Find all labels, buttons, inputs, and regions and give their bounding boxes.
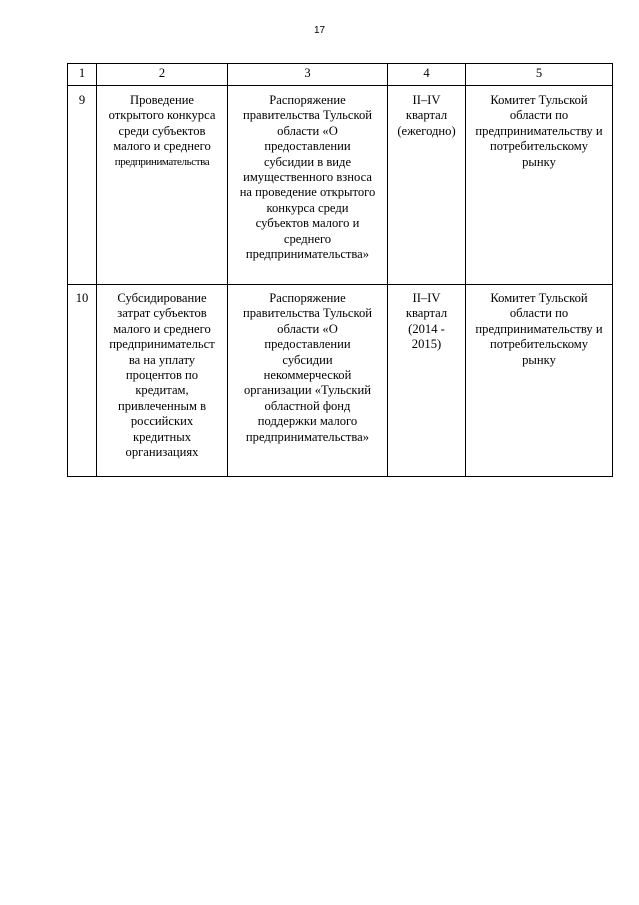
cell-line: правительства Тульской — [243, 108, 372, 123]
cell-line: предпринимательст — [109, 337, 215, 352]
deadline-cell — [388, 285, 466, 477]
responsible-cell — [466, 285, 613, 477]
responsible-cell — [466, 86, 613, 285]
header-cell: 2 — [97, 64, 228, 86]
cell-line: областной фонд — [264, 398, 351, 413]
cell-line: Проведение — [129, 93, 195, 107]
cell-line: некоммерческой — [263, 368, 352, 383]
cell-line: предпринимательства — [114, 155, 210, 168]
legal-act-cell — [228, 285, 388, 477]
row-number: 9 — [68, 86, 97, 285]
cell-line: российских — [130, 414, 194, 429]
cell-line: области по — [509, 108, 569, 123]
cell-line: конкурса среди — [266, 200, 349, 215]
cell-line: области по — [509, 306, 569, 321]
cell-line: Распоряжение — [269, 93, 346, 107]
cell-line: потребительскому — [489, 139, 589, 154]
cell-line: процентов по — [125, 368, 199, 383]
event-name-cell — [97, 285, 228, 477]
deadline-cell — [388, 86, 466, 285]
cell-line: Комитет Тульской — [490, 291, 588, 305]
cell-line: ва на уплату — [128, 352, 196, 367]
cell-line: квартал — [405, 108, 448, 123]
document-table — [67, 63, 613, 477]
cell-line: малого и среднего — [113, 139, 211, 154]
table-header-row — [68, 64, 613, 86]
cell-line: предоставлении — [264, 139, 351, 154]
cell-line: среднего — [283, 231, 332, 246]
cell-line: области «О — [277, 123, 338, 138]
legal-act-cell — [228, 86, 388, 285]
header-cell: 5 — [466, 64, 613, 86]
cell-line: рынку — [522, 154, 556, 169]
cell-line: имущественного взноса — [243, 170, 372, 185]
cell-line: предпринимательства» — [245, 247, 370, 262]
cell-line: затрат субъектов — [117, 306, 207, 321]
cell-line: поддержки малого — [257, 414, 358, 429]
cell-line: Распоряжение — [269, 291, 346, 305]
header-cell: 4 — [388, 64, 466, 86]
cell-line: II–IV — [412, 291, 441, 305]
cell-line: рынку — [522, 352, 556, 367]
cell-line: предоставлении — [264, 337, 351, 352]
cell-line: среди субъектов — [118, 123, 206, 138]
cell-line: предпринимательству и — [475, 321, 603, 336]
cell-line: кредитам, — [135, 383, 189, 398]
cell-line: привлеченным в — [117, 398, 207, 413]
cell-line: потребительскому — [489, 337, 589, 352]
cell-line: на проведение открытого — [239, 185, 376, 200]
cell-line: квартал — [405, 306, 448, 321]
cell-line: правительства Тульской — [243, 306, 372, 321]
cell-line: области «О — [277, 321, 338, 336]
cell-line: (ежегодно) — [397, 123, 456, 138]
cell-line: организациях — [125, 445, 199, 460]
cell-line: предпринимательства» — [245, 429, 370, 444]
row-number: 10 — [68, 285, 97, 477]
page-number: 17 — [313, 25, 326, 36]
cell-line: предпринимательству и — [475, 123, 603, 138]
cell-line: открытого конкурса — [108, 108, 216, 123]
table-row — [68, 285, 613, 477]
cell-line: малого и среднего — [113, 321, 211, 336]
cell-line: организации «Тульский — [243, 383, 372, 398]
cell-line: II–IV — [412, 93, 441, 107]
cell-line: субсидии — [282, 352, 333, 367]
cell-line: субсидии в виде — [263, 154, 352, 169]
event-name-cell — [97, 86, 228, 285]
header-cell: 1 — [68, 64, 97, 86]
cell-line: Комитет Тульской — [490, 93, 588, 107]
cell-line: 2015) — [411, 337, 442, 352]
cell-line: субъектов малого и — [255, 216, 360, 231]
header-cell: 3 — [228, 64, 388, 86]
cell-line: кредитных — [133, 429, 191, 444]
table-row — [68, 86, 613, 285]
cell-line: Субсидирование — [117, 291, 207, 305]
cell-line: (2014 - — [408, 321, 445, 336]
